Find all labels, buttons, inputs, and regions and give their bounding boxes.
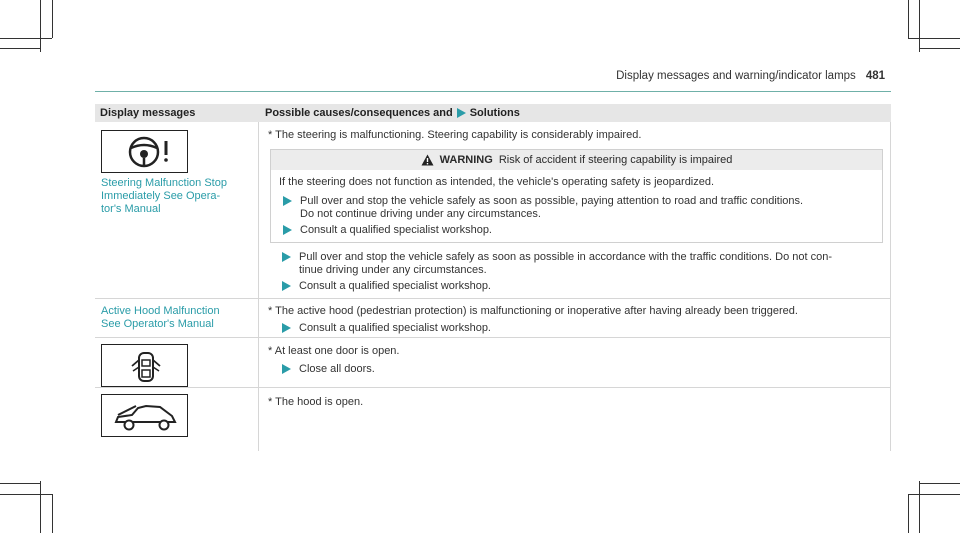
warning-step: [283, 224, 492, 237]
warning-title: WARNING: [439, 154, 493, 166]
crop-mark: [908, 0, 909, 38]
solution-step: [282, 363, 375, 376]
label-line: Active Hood Malfunction: [101, 305, 220, 317]
crop-mark: [52, 0, 53, 38]
crop-mark: [0, 483, 40, 484]
row-divider: [95, 387, 891, 388]
column-divider: [258, 122, 259, 451]
steering-cause-text: * The steering is malfunctioning. Steering capability is considerably impaired.: [268, 129, 642, 141]
warning-triangle-icon: [421, 154, 434, 166]
running-head: [616, 70, 885, 82]
crop-mark: [920, 483, 960, 484]
crop-mark: [0, 494, 52, 495]
step-line: Close all doors.: [299, 363, 375, 375]
table-header: [95, 104, 891, 122]
warning-step: [283, 195, 803, 221]
arrow-icon: [282, 252, 291, 262]
header-rule: [95, 91, 891, 92]
step-line: Consult a qualified specialist workshop.: [300, 224, 492, 236]
step-line: Pull over and stop the vehicle safely as soon as possible, paying attention to road and traffic conditions.: [300, 195, 804, 207]
arrow-icon: [457, 108, 466, 118]
crop-mark: [40, 0, 41, 52]
arrow-icon: [282, 323, 291, 333]
solution-step: [282, 280, 491, 293]
arrow-icon: [283, 196, 292, 206]
step-line: Do not continue driving under any circumstances.: [300, 208, 541, 220]
hood-open-icon: [101, 394, 188, 437]
step-line: tinue driving under any circumstances.: [299, 264, 487, 276]
step-line: Consult a qualified specialist workshop.: [299, 322, 491, 334]
steering-malfunction-label: [101, 177, 227, 216]
warning-title-text: Risk of accident if steering capability is impaired: [498, 154, 733, 166]
crop-mark: [0, 48, 40, 49]
col-solutions-header-text: Solutions: [469, 107, 520, 119]
warning-header: [271, 150, 882, 170]
arrow-icon: [283, 225, 292, 235]
crop-mark: [908, 38, 960, 39]
active-hood-cause-text: * The active hood (pedestrian protection) is malfunctioning or inoperative after having already been triggered.: [268, 305, 798, 317]
crop-mark: [919, 0, 920, 52]
warning-body: If the steering does not function as intended, the vehicle's operating safety is jeopardized.: [279, 176, 715, 188]
solution-step: [282, 251, 832, 277]
solution-step: [282, 322, 491, 335]
step-line: Consult a qualified specialist workshop.: [299, 280, 491, 292]
crop-mark: [919, 481, 920, 533]
crop-mark: [908, 494, 960, 495]
display-messages-table: [95, 104, 891, 451]
row-divider: [95, 337, 891, 338]
page-number: 481: [865, 70, 885, 82]
crop-mark: [0, 38, 52, 39]
warning-box: [270, 149, 883, 243]
row-divider: [95, 298, 891, 299]
crop-mark: [52, 494, 53, 533]
door-cause-text: * At least one door is open.: [268, 345, 400, 357]
step-line: Pull over and stop the vehicle safely as soon as possible in accordance with the traffic conditions. Do not con-: [299, 251, 832, 263]
steering-wheel-warning-icon: [101, 130, 188, 173]
crop-mark: [908, 494, 909, 533]
hood-cause-text: * The hood is open.: [268, 396, 364, 408]
running-title: Display messages and warning/indicator lamps: [616, 70, 856, 82]
crop-mark: [40, 481, 41, 533]
crop-mark: [920, 48, 960, 49]
active-hood-malfunction-label: [101, 305, 220, 331]
label-line: Immediately See Opera-: [101, 190, 221, 202]
arrow-icon: [282, 364, 291, 374]
label-line: See Operator's Manual: [101, 318, 214, 330]
col-causes-header-text: Possible causes/consequences and: [265, 107, 453, 119]
label-line: Steering Malfunction Stop: [101, 177, 227, 189]
col-display-messages-header: Display messages: [100, 107, 196, 119]
arrow-icon: [282, 281, 291, 291]
door-open-icon: [101, 344, 188, 387]
table-right-border: [890, 122, 891, 451]
label-line: tor's Manual: [101, 203, 161, 215]
col-causes-header: [265, 107, 520, 119]
